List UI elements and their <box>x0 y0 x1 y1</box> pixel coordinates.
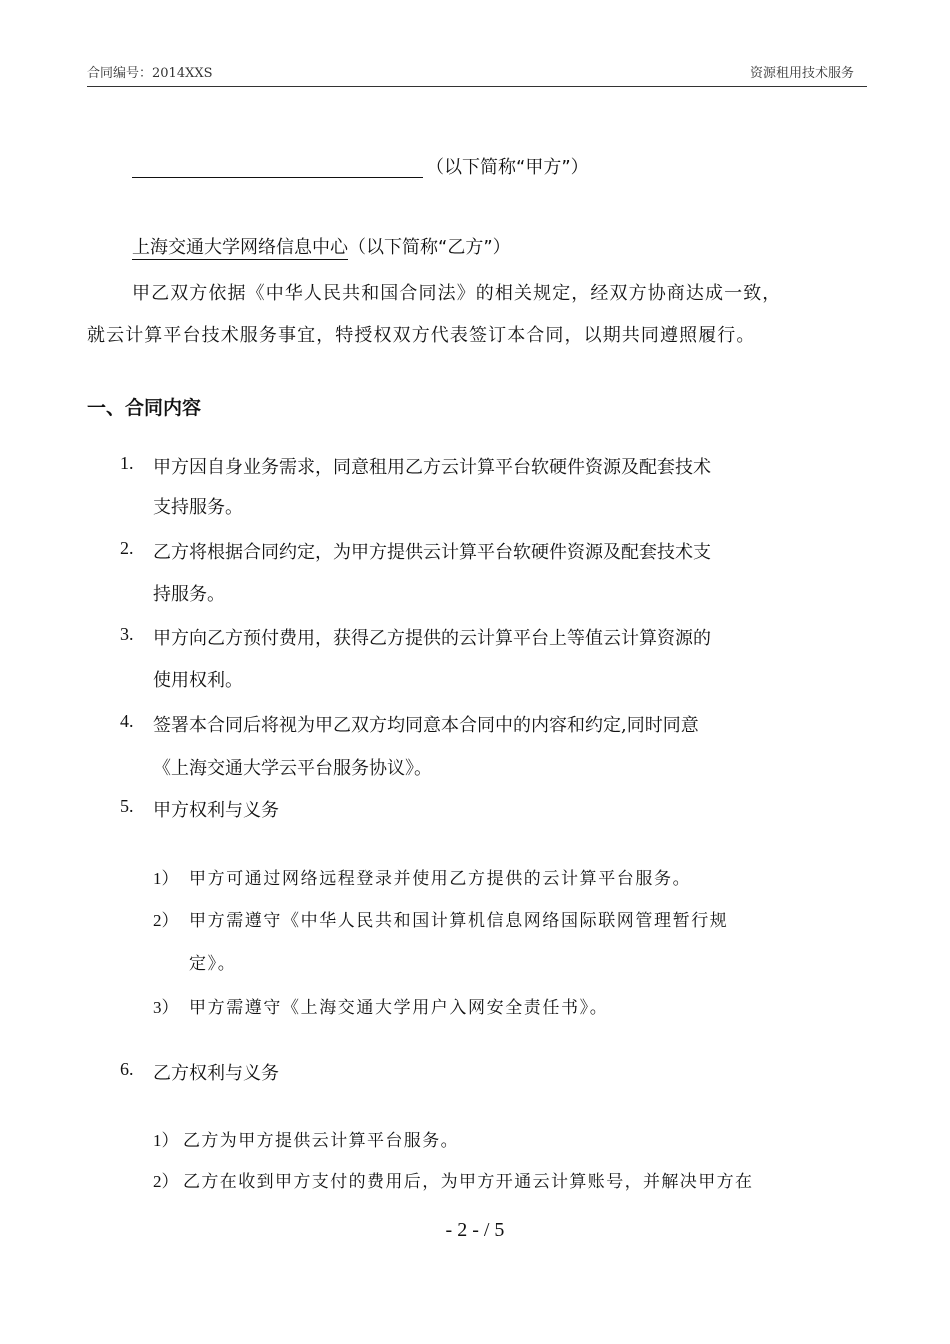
intro-line-2: 就云计算平台技术服务事宜，特授权双方代表签订本合同，以期共同遵照履行。 <box>87 325 756 346</box>
item-4-line-2: 《上海交通大学云平台服务协议》。 <box>153 758 432 779</box>
party-a-label: （以下简称“甲方”） <box>426 157 589 178</box>
intro-line-1: 甲乙双方依据《中华人民共和国合同法》的相关规定，经双方协商达成一致， <box>132 283 782 304</box>
duty-b-2-text: 乙方在收到甲方支付的费用后，为甲方开通云计算账号，并解决甲方在 <box>183 1172 754 1192</box>
item-1-line-2: 支持服务。 <box>153 497 243 518</box>
item-2-number: 2. <box>120 538 134 558</box>
duty-a-2-line-2: 定》。 <box>189 954 237 974</box>
duty-a-1-text: 甲方可通过网络远程登录并使用乙方提供的云计算平台服务。 <box>189 869 692 889</box>
duty-a-2-number: 2） <box>153 911 179 930</box>
contract-number: 合同编号：2014XXS <box>87 66 213 81</box>
duty-a-3-number: 3） <box>153 998 179 1017</box>
header-rule <box>87 86 867 87</box>
party-b-name: 上海交通大学网络信息中心 <box>132 237 348 258</box>
item-6-title: 乙方权利与义务 <box>153 1063 279 1084</box>
item-4-number: 4. <box>120 711 134 731</box>
item-3-number: 3. <box>120 624 134 644</box>
header-title: 资源租用技术服务 <box>750 66 855 81</box>
party-b-label: （以下简称“乙方”） <box>348 237 511 258</box>
section-title: 一、合同内容 <box>87 397 202 419</box>
item-5-title: 甲方权利与义务 <box>153 800 279 821</box>
duty-b-1-number: 1） <box>153 1131 179 1150</box>
duty-a-2-line-1: 甲方需遵守《中华人民共和国计算机信息网络国际联网管理暂行规 <box>189 911 729 931</box>
item-1-number: 1. <box>120 453 134 473</box>
duty-a-1-number: 1） <box>153 869 179 888</box>
item-6-number: 6. <box>120 1059 134 1079</box>
item-4-line-1: 签署本合同后将视为甲乙双方均同意本合同中的内容和约定,同时同意 <box>153 715 699 736</box>
item-2-line-1: 乙方将根据合同约定，为甲方提供云计算平台软硬件资源及配套技术支 <box>153 542 711 563</box>
item-3-line-1: 甲方向乙方预付费用，获得乙方提供的云计算平台上等值云计算资源的 <box>153 628 711 649</box>
item-2-line-2: 持服务。 <box>153 584 225 605</box>
duty-b-2-number: 2） <box>153 1172 179 1191</box>
party-a-blank-line <box>132 177 423 178</box>
duty-b-1-text: 乙方为甲方提供云计算平台服务。 <box>183 1131 459 1151</box>
page-number: - 2 - / 5 <box>445 1219 505 1241</box>
item-1-line-1: 甲方因自身业务需求，同意租用乙方云计算平台软硬件资源及配套技术 <box>153 457 711 478</box>
item-3-line-2: 使用权利。 <box>153 670 243 691</box>
party-b-line <box>132 233 511 259</box>
duty-a-3-text: 甲方需遵守《上海交通大学用户入网安全责任书》。 <box>189 998 609 1018</box>
item-5-number: 5. <box>120 796 134 816</box>
